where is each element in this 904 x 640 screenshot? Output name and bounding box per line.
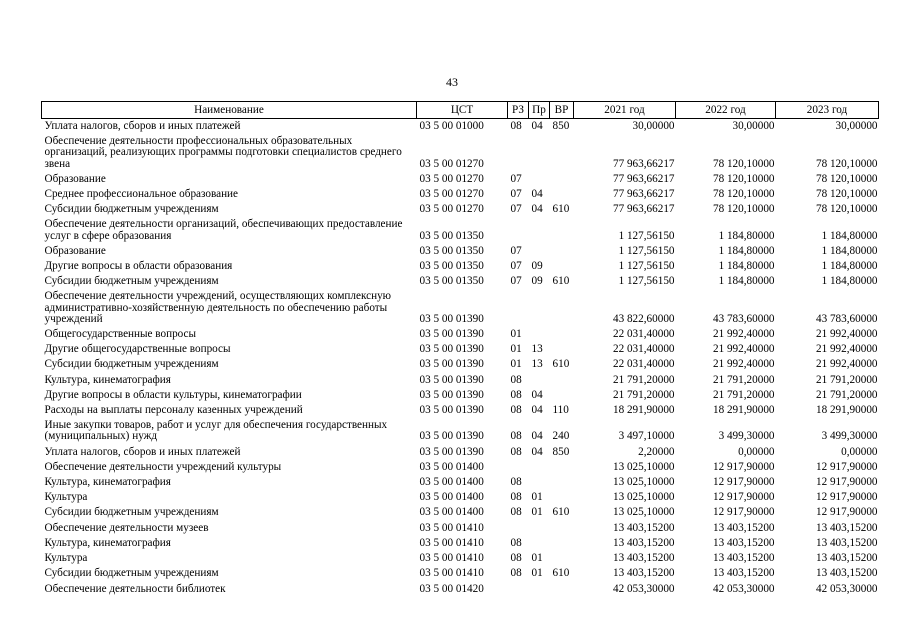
cell-vr bbox=[550, 388, 574, 403]
cell-2021: 13 403,15200 bbox=[612, 521, 675, 534]
cell-vr: 110 bbox=[552, 404, 569, 417]
cell-name: Обеспечение деятельности организаций, обеспечивающих предоставление услуг в сфере образования bbox=[44, 218, 403, 242]
cell-2021: 3 497,10000 bbox=[618, 430, 675, 443]
cell-pr bbox=[529, 460, 550, 475]
cell-2021: 1 127,56150 bbox=[618, 275, 675, 288]
cell-2023: 21 992,40000 bbox=[815, 328, 878, 341]
cell-rz: 08 bbox=[510, 120, 522, 132]
header-2021: 2021 год bbox=[574, 102, 676, 119]
cell-2022: 12 917,90000 bbox=[712, 506, 775, 519]
cell-rz: 01 bbox=[510, 358, 522, 371]
cell-vr bbox=[550, 217, 574, 243]
cell-vr bbox=[550, 327, 574, 342]
cell-2021: 13 025,10000 bbox=[612, 476, 675, 489]
cell-2022: 3 499,30000 bbox=[718, 430, 775, 443]
cell-cst: 03 5 00 01390 bbox=[419, 343, 484, 356]
cell-rz: 08 bbox=[510, 536, 522, 549]
cell-rz: 08 bbox=[510, 552, 522, 565]
cell-cst: 03 5 00 01270 bbox=[419, 172, 484, 185]
cell-2021: 21 791,20000 bbox=[612, 373, 675, 386]
cell-vr bbox=[550, 373, 574, 388]
cell-pr: 09 bbox=[531, 260, 543, 273]
cell-cst: 03 5 00 01400 bbox=[419, 460, 484, 473]
cell-rz: 07 bbox=[510, 188, 522, 201]
cell-2022: 21 992,40000 bbox=[712, 328, 775, 341]
cell-cst: 03 5 00 01390 bbox=[419, 430, 484, 443]
cell-2023: 13 403,15200 bbox=[815, 552, 878, 565]
cell-vr: 610 bbox=[552, 203, 570, 216]
cell-2022: 0,00000 bbox=[738, 445, 775, 458]
cell-name: Культура bbox=[44, 491, 88, 504]
cell-pr: 04 bbox=[531, 120, 543, 132]
cell-2023: 12 917,90000 bbox=[815, 491, 878, 504]
cell-cst: 03 5 00 01390 bbox=[419, 388, 484, 401]
cell-cst: 03 5 00 01350 bbox=[419, 260, 484, 273]
cell-rz: 01 bbox=[510, 343, 522, 356]
cell-cst: 03 5 00 01400 bbox=[419, 506, 484, 519]
cell-name: Другие вопросы в области культуры, кинематографии bbox=[44, 388, 302, 401]
cell-cst: 03 5 00 01410 bbox=[419, 521, 484, 534]
table-row bbox=[42, 134, 879, 172]
cell-pr bbox=[529, 475, 550, 490]
header-row bbox=[42, 102, 879, 119]
cell-2023: 3 499,30000 bbox=[821, 430, 878, 443]
cell-2023: 21 992,40000 bbox=[815, 343, 878, 356]
cell-2021: 13 403,15200 bbox=[612, 552, 675, 565]
cell-name: Субсидии бюджетным учреждениям bbox=[44, 567, 219, 580]
cell-2021: 1 127,56150 bbox=[618, 244, 675, 257]
table-row bbox=[42, 373, 879, 388]
cell-2023: 30,00000 bbox=[835, 120, 878, 132]
cell-cst: 03 5 00 01390 bbox=[419, 312, 484, 325]
cell-cst: 03 5 00 01000 bbox=[419, 120, 484, 132]
table-row bbox=[42, 187, 879, 202]
table-header bbox=[42, 102, 879, 119]
cell-2022: 78 120,10000 bbox=[712, 157, 775, 170]
cell-cst: 03 5 00 01390 bbox=[419, 445, 484, 458]
cell-pr: 13 bbox=[531, 343, 543, 356]
cell-2021: 1 127,56150 bbox=[618, 260, 675, 273]
table-row bbox=[42, 403, 879, 418]
cell-2021: 13 403,15200 bbox=[612, 536, 675, 549]
table-row bbox=[42, 202, 879, 217]
header-2023: 2023 год bbox=[776, 102, 879, 119]
header-name: Наименование bbox=[42, 102, 417, 119]
cell-2023: 1 184,80000 bbox=[821, 275, 878, 288]
table-row bbox=[42, 327, 879, 342]
cell-2022: 21 992,40000 bbox=[712, 343, 775, 356]
cell-2023: 43 783,60000 bbox=[815, 312, 878, 325]
table-row bbox=[42, 342, 879, 357]
cell-vr: 610 bbox=[552, 275, 570, 288]
cell-vr bbox=[550, 289, 574, 327]
cell-2022: 43 783,60000 bbox=[712, 312, 775, 325]
cell-name: Образование bbox=[44, 172, 106, 185]
cell-2021: 42 053,30000 bbox=[612, 582, 675, 595]
cell-pr bbox=[529, 582, 550, 597]
cell-2022: 21 791,20000 bbox=[712, 388, 775, 401]
cell-pr: 04 bbox=[531, 445, 543, 458]
cell-vr bbox=[550, 521, 574, 536]
cell-pr: 04 bbox=[531, 388, 543, 401]
table-row bbox=[42, 217, 879, 243]
cell-2023: 1 184,80000 bbox=[821, 244, 878, 257]
cell-name: Уплата налогов, сборов и иных платежей bbox=[44, 120, 241, 132]
cell-cst: 03 5 00 01400 bbox=[419, 491, 484, 504]
cell-name: Обеспечение деятельности учреждений, осуществляющих комплексную административно-хозяйственную деятельность по обеспечению работы учреждений bbox=[44, 290, 392, 325]
table-row bbox=[42, 289, 879, 327]
cell-cst: 03 5 00 01400 bbox=[419, 476, 484, 489]
cell-2021: 77 963,66217 bbox=[612, 203, 675, 216]
cell-pr: 13 bbox=[531, 358, 543, 371]
cell-vr bbox=[550, 172, 574, 187]
cell-cst: 03 5 00 01410 bbox=[419, 567, 484, 580]
cell-vr bbox=[550, 187, 574, 202]
cell-cst: 03 5 00 01270 bbox=[419, 203, 484, 216]
cell-pr bbox=[529, 521, 550, 536]
table-row bbox=[42, 259, 879, 274]
cell-name: Иные закупки товаров, работ и услуг для обеспечения государственных (муниципальных) нужд bbox=[44, 419, 388, 443]
cell-2022: 12 917,90000 bbox=[712, 491, 775, 504]
cell-rz: 08 bbox=[510, 567, 522, 580]
cell-2022: 78 120,10000 bbox=[712, 188, 775, 201]
cell-2023: 21 992,40000 bbox=[815, 358, 878, 371]
cell-2023: 18 291,90000 bbox=[815, 404, 878, 417]
cell-2022: 13 403,15200 bbox=[712, 521, 775, 534]
cell-name: Другие общегосударственные вопросы bbox=[44, 343, 231, 356]
cell-2021: 13 025,10000 bbox=[612, 460, 675, 473]
header-vr: ВР bbox=[550, 102, 574, 119]
cell-2023: 12 917,90000 bbox=[815, 476, 878, 489]
cell-pr: 04 bbox=[531, 203, 543, 216]
table-body bbox=[42, 119, 879, 597]
table-row bbox=[42, 536, 879, 551]
cell-rz: 01 bbox=[510, 328, 522, 341]
cell-2021: 43 822,60000 bbox=[612, 312, 675, 325]
cell-2022: 1 184,80000 bbox=[718, 260, 775, 273]
cell-pr: 04 bbox=[531, 430, 543, 443]
table-row bbox=[42, 505, 879, 520]
cell-cst: 03 5 00 01350 bbox=[419, 244, 484, 257]
cell-pr bbox=[529, 217, 550, 243]
table-row bbox=[42, 551, 879, 566]
cell-2022: 1 184,80000 bbox=[718, 229, 775, 242]
cell-2022: 12 917,90000 bbox=[712, 460, 775, 473]
cell-rz: 08 bbox=[510, 445, 522, 458]
cell-2022: 13 403,15200 bbox=[712, 552, 775, 565]
cell-rz bbox=[508, 134, 529, 172]
cell-rz: 07 bbox=[510, 244, 522, 257]
cell-2023: 12 917,90000 bbox=[815, 506, 878, 519]
cell-rz: 08 bbox=[510, 373, 522, 386]
cell-2022: 21 992,40000 bbox=[712, 358, 775, 371]
cell-vr bbox=[550, 342, 574, 357]
cell-pr bbox=[529, 373, 550, 388]
cell-2022: 18 291,90000 bbox=[712, 404, 775, 417]
cell-name: Расходы на выплаты персоналу казенных учреждений bbox=[44, 404, 303, 417]
cell-vr: 610 bbox=[552, 506, 570, 519]
cell-pr: 01 bbox=[531, 491, 543, 504]
header-2022: 2022 год bbox=[676, 102, 776, 119]
cell-rz bbox=[508, 460, 529, 475]
cell-pr: 01 bbox=[531, 567, 543, 580]
cell-vr bbox=[550, 536, 574, 551]
cell-pr: 09 bbox=[531, 275, 543, 288]
cell-pr bbox=[529, 289, 550, 327]
cell-2023: 1 184,80000 bbox=[821, 229, 878, 242]
cell-name: Обеспечение деятельности библиотек bbox=[44, 582, 226, 595]
table-row bbox=[42, 119, 879, 135]
cell-rz: 08 bbox=[510, 506, 522, 519]
cell-rz: 08 bbox=[510, 388, 522, 401]
table-row bbox=[42, 172, 879, 187]
cell-vr: 610 bbox=[552, 358, 570, 371]
cell-name: Культура bbox=[44, 552, 88, 565]
table-row bbox=[42, 490, 879, 505]
page-number: 43 bbox=[446, 75, 458, 89]
table-row bbox=[42, 388, 879, 403]
table-row bbox=[42, 418, 879, 444]
cell-cst: 03 5 00 01390 bbox=[419, 404, 484, 417]
cell-2021: 77 963,66217 bbox=[612, 172, 675, 185]
cell-2022: 1 184,80000 bbox=[718, 275, 775, 288]
cell-2021: 13 025,10000 bbox=[612, 506, 675, 519]
cell-pr: 01 bbox=[531, 552, 543, 565]
cell-rz: 08 bbox=[510, 404, 522, 417]
cell-vr: 850 bbox=[552, 120, 570, 132]
cell-2021: 18 291,90000 bbox=[612, 404, 675, 417]
cell-2023: 78 120,10000 bbox=[815, 203, 878, 216]
cell-2023: 13 403,15200 bbox=[815, 567, 878, 580]
cell-cst: 03 5 00 01410 bbox=[419, 552, 484, 565]
cell-2021: 2,20000 bbox=[638, 445, 675, 458]
cell-cst: 03 5 00 01420 bbox=[419, 582, 484, 595]
cell-vr bbox=[550, 259, 574, 274]
cell-2021: 13 403,15200 bbox=[612, 567, 675, 580]
table-row bbox=[42, 521, 879, 536]
table-row bbox=[42, 274, 879, 289]
cell-pr bbox=[529, 327, 550, 342]
table-row bbox=[42, 566, 879, 581]
cell-2023: 78 120,10000 bbox=[815, 188, 878, 201]
cell-cst: 03 5 00 01270 bbox=[419, 157, 484, 170]
cell-vr bbox=[550, 551, 574, 566]
cell-2021: 22 031,40000 bbox=[612, 328, 675, 341]
cell-2023: 13 403,15200 bbox=[815, 536, 878, 549]
cell-vr bbox=[550, 490, 574, 505]
cell-2021: 13 025,10000 bbox=[612, 491, 675, 504]
cell-cst: 03 5 00 01270 bbox=[419, 188, 484, 201]
cell-2021: 77 963,66217 bbox=[612, 157, 675, 170]
cell-cst: 03 5 00 01390 bbox=[419, 358, 484, 371]
cell-name: Субсидии бюджетным учреждениям bbox=[44, 506, 219, 519]
cell-name: Субсидии бюджетным учреждениям bbox=[44, 203, 219, 216]
cell-cst: 03 5 00 01410 bbox=[419, 536, 484, 549]
cell-vr: 850 bbox=[552, 445, 570, 458]
cell-name: Среднее профессиональное образование bbox=[44, 188, 239, 201]
cell-rz bbox=[508, 521, 529, 536]
cell-pr: 01 bbox=[531, 506, 543, 519]
cell-cst: 03 5 00 01390 bbox=[419, 328, 484, 341]
table-row bbox=[42, 244, 879, 259]
cell-vr bbox=[550, 582, 574, 597]
cell-pr bbox=[529, 536, 550, 551]
cell-2021: 1 127,56150 bbox=[618, 229, 675, 242]
table-row bbox=[42, 357, 879, 372]
cell-rz bbox=[508, 217, 529, 243]
cell-2023: 1 184,80000 bbox=[821, 260, 878, 273]
cell-name: Обеспечение деятельности профессиональных образовательных организаций, реализующих программы подготовки специалистов среднего звена bbox=[44, 135, 402, 170]
cell-2023: 78 120,10000 bbox=[815, 172, 878, 185]
table-row bbox=[42, 582, 879, 597]
cell-cst: 03 5 00 01350 bbox=[419, 229, 484, 242]
cell-rz: 08 bbox=[510, 491, 522, 504]
cell-name: Образование bbox=[44, 244, 106, 257]
cell-2021: 21 791,20000 bbox=[612, 388, 675, 401]
header-rz: РЗ bbox=[508, 102, 529, 119]
cell-name: Культура, кинематография bbox=[44, 536, 171, 549]
cell-2022: 30,00000 bbox=[732, 120, 775, 132]
cell-rz bbox=[508, 289, 529, 327]
cell-vr bbox=[550, 475, 574, 490]
cell-pr: 04 bbox=[531, 404, 543, 417]
cell-vr bbox=[550, 460, 574, 475]
cell-rz: 08 bbox=[510, 430, 522, 443]
cell-rz bbox=[508, 582, 529, 597]
cell-pr bbox=[529, 134, 550, 172]
cell-rz: 08 bbox=[510, 476, 522, 489]
cell-2023: 42 053,30000 bbox=[815, 582, 878, 595]
cell-name: Обеспечение деятельности музеев bbox=[44, 521, 209, 534]
cell-2022: 13 403,15200 bbox=[712, 536, 775, 549]
cell-pr: 04 bbox=[531, 188, 543, 201]
table-row bbox=[42, 460, 879, 475]
cell-2022: 12 917,90000 bbox=[712, 476, 775, 489]
cell-name: Общегосударственные вопросы bbox=[44, 328, 197, 341]
table-row bbox=[42, 445, 879, 460]
cell-cst: 03 5 00 01350 bbox=[419, 275, 484, 288]
cell-vr: 610 bbox=[552, 567, 570, 580]
cell-2022: 78 120,10000 bbox=[712, 172, 775, 185]
table-row bbox=[42, 475, 879, 490]
cell-2023: 12 917,90000 bbox=[815, 460, 878, 473]
cell-name: Уплата налогов, сборов и иных платежей bbox=[44, 445, 241, 458]
header-cst: ЦСТ bbox=[417, 102, 508, 119]
cell-name: Субсидии бюджетным учреждениям bbox=[44, 358, 219, 371]
cell-name: Другие вопросы в области образования bbox=[44, 260, 233, 273]
cell-2021: 22 031,40000 bbox=[612, 358, 675, 371]
cell-pr bbox=[529, 172, 550, 187]
cell-2023: 78 120,10000 bbox=[815, 157, 878, 170]
cell-2021: 22 031,40000 bbox=[612, 343, 675, 356]
cell-vr bbox=[550, 244, 574, 259]
cell-2023: 0,00000 bbox=[841, 445, 878, 458]
cell-2022: 1 184,80000 bbox=[718, 244, 775, 257]
cell-name: Культура, кинематография bbox=[44, 476, 171, 489]
cell-cst: 03 5 00 01390 bbox=[419, 373, 484, 386]
cell-2022: 78 120,10000 bbox=[712, 203, 775, 216]
cell-vr bbox=[550, 134, 574, 172]
cell-name: Культура, кинематография bbox=[44, 373, 171, 386]
cell-2021: 77 963,66217 bbox=[612, 188, 675, 201]
cell-2023: 21 791,20000 bbox=[815, 373, 878, 386]
cell-vr: 240 bbox=[552, 430, 570, 443]
cell-name: Субсидии бюджетным учреждениям bbox=[44, 275, 219, 288]
header-pr: Пр bbox=[529, 102, 550, 119]
cell-rz: 07 bbox=[510, 260, 522, 273]
cell-pr bbox=[529, 244, 550, 259]
cell-rz: 07 bbox=[510, 275, 522, 288]
cell-2022: 13 403,15200 bbox=[712, 567, 775, 580]
budget-table bbox=[41, 101, 879, 597]
cell-2022: 21 791,20000 bbox=[712, 373, 775, 386]
cell-rz: 07 bbox=[510, 203, 522, 216]
cell-2023: 21 791,20000 bbox=[815, 388, 878, 401]
cell-2021: 30,00000 bbox=[632, 120, 675, 132]
cell-2022: 42 053,30000 bbox=[712, 582, 775, 595]
cell-2023: 13 403,15200 bbox=[815, 521, 878, 534]
cell-name: Обеспечение деятельности учреждений культуры bbox=[44, 460, 282, 473]
cell-rz: 07 bbox=[510, 172, 522, 185]
